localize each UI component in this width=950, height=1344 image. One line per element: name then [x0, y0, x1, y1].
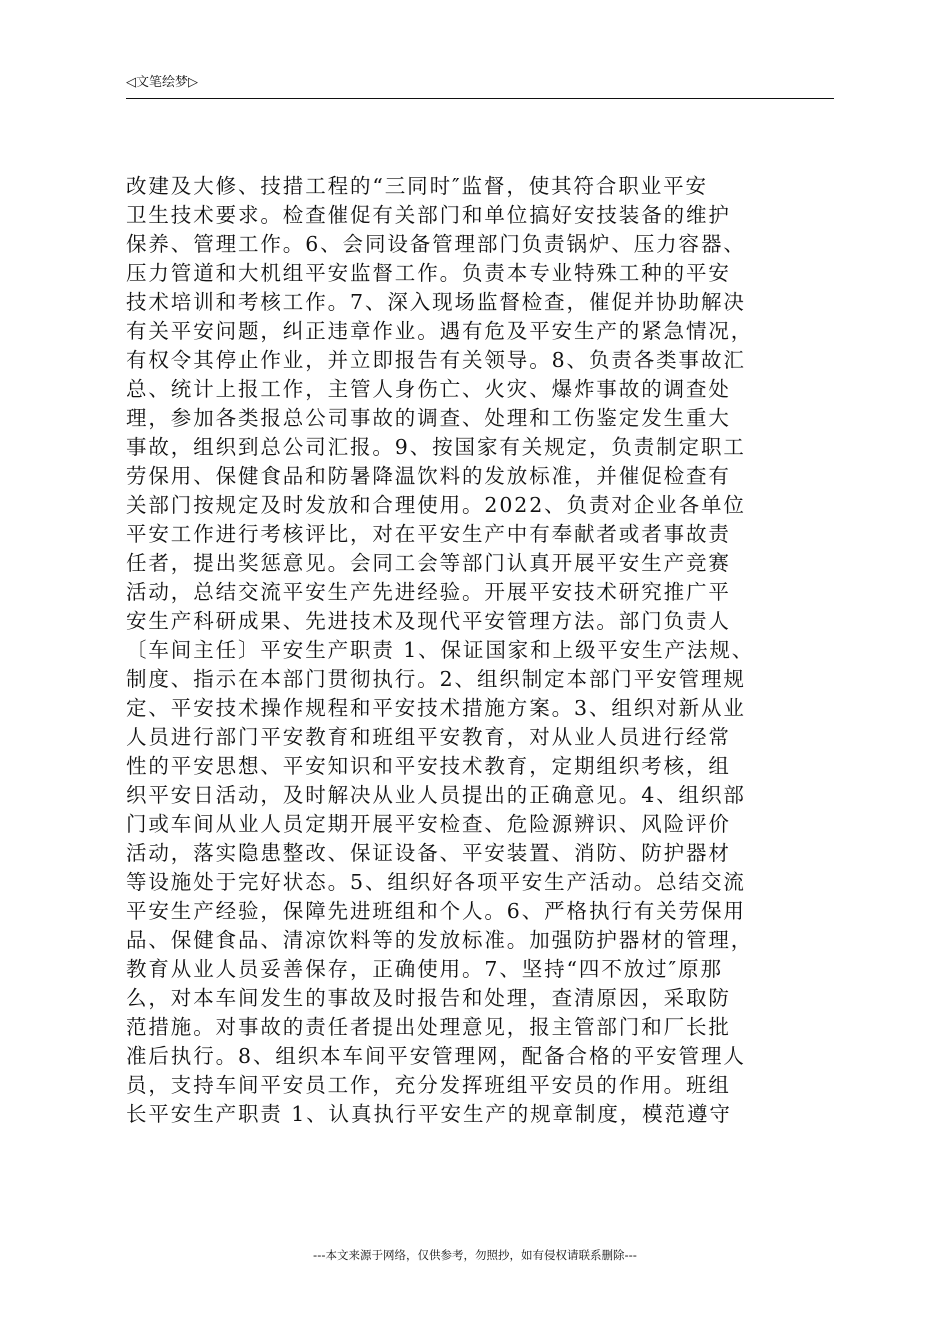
- document-body: [126, 172, 838, 1129]
- body-line: 等设施处于完好状态。5、组织好各项平安生产活动。总结交流: [126, 870, 746, 894]
- body-line: 压力管道和大机组平安监督工作。负责本专业特殊工种的平安: [126, 261, 731, 285]
- page-header: [126, 74, 834, 99]
- body-line: 织平安日活动，及时解决从业人员提出的正确意见。4、组织部: [126, 783, 746, 807]
- body-line: 品、保健食品、清凉饮料等的发放标准。加强防护器材的管理，: [126, 928, 754, 952]
- body-line: 人员进行部门平安教育和班组平安教育，对从业人员进行经常: [126, 725, 731, 749]
- body-line: 平安生产经验，保障先进班组和个人。6、严格执行有关劳保用: [126, 899, 746, 923]
- body-line: 保养、管理工作。6、会同设备管理部门负责锅炉、压力容器、: [126, 232, 746, 256]
- body-line: 准后执行。8、组织本车间平安管理网，配备合格的平安管理人: [126, 1044, 746, 1068]
- body-line: 有关平安问题，纠正违章作业。遇有危及平安生产的紧急情况，: [126, 319, 754, 343]
- body-line: 么，对本车间发生的事故及时报告和处理，查清原因，采取防: [126, 986, 731, 1010]
- body-line: 〔车间主任〕平安生产职责 1、保证国家和上级平安生产法规、: [126, 638, 755, 662]
- body-line: 范措施。对事故的责任者提出处理意见，报主管部门和厂长批: [126, 1015, 731, 1039]
- page-footer: ---本文来源于网络，仅供参考，勿照抄，如有侵权请联系删除---: [313, 1248, 637, 1262]
- body-line: 教育从业人员妥善保存，正确使用。7、坚持“四不放过″原那: [126, 957, 723, 981]
- body-line: 性的平安思想、平安知识和平安技术教育，定期组织考核，组: [126, 754, 731, 778]
- body-line: 有权令其停止作业，并立即报告有关领导。8、负责各类事故汇: [126, 348, 746, 372]
- body-line: 关部门按规定及时发放和合理使用。2022、负责对企业各单位: [126, 493, 746, 517]
- body-line: 劳保用、保健食品和防暑降温饮料的发放标准，并催促检查有: [126, 464, 731, 488]
- body-line: 长平安生产职责 1、认真执行平安生产的规章制度，模范遵守: [126, 1102, 732, 1126]
- body-line: 平安工作进行考核评比，对在平安生产中有奉献者或者事故责: [126, 522, 731, 546]
- body-line: 活动，总结交流平安生产先进经验。开展平安技术研究推广平: [126, 580, 731, 604]
- body-line: 事故，组织到总公司汇报。9、按国家有关规定，负责制定职工: [126, 435, 746, 459]
- body-line: 活动，落实隐患整改、保证设备、平安装置、消防、防护器材: [126, 841, 731, 865]
- body-line: 任者，提出奖惩意见。会同工会等部门认真开展平安生产竞赛: [126, 551, 731, 575]
- body-line: 员，支持车间平安员工作，充分发挥班组平安员的作用。班组: [126, 1073, 731, 1097]
- body-line: 安生产科研成果、先进技术及现代平安管理方法。部门负责人: [126, 609, 731, 633]
- body-line: 理，参加各类报总公司事故的调查、处理和工伤鉴定发生重大: [126, 406, 731, 430]
- body-line: 门或车间从业人员定期开展平安检查、危险源辨识、风险评价: [126, 812, 731, 836]
- body-line: 总、统计上报工作，主管人身伤亡、火灾、爆炸事故的调查处: [126, 377, 731, 401]
- body-line: 改建及大修、技措工程的“三同时″监督，使其符合职业平安: [126, 174, 708, 198]
- body-line: 定、平安技术操作规程和平安技术措施方案。3、组织对新从业: [126, 696, 746, 720]
- header-label: ◁文笔绘梦▷: [126, 75, 198, 90]
- body-line: 制度、指示在本部门贯彻执行。2、组织制定本部门平安管理规: [126, 667, 746, 691]
- body-line: 卫生技术要求。检查催促有关部门和单位搞好安技装备的维护: [126, 203, 731, 227]
- body-line: 技术培训和考核工作。7、深入现场监督检查，催促并协助解决: [126, 290, 746, 314]
